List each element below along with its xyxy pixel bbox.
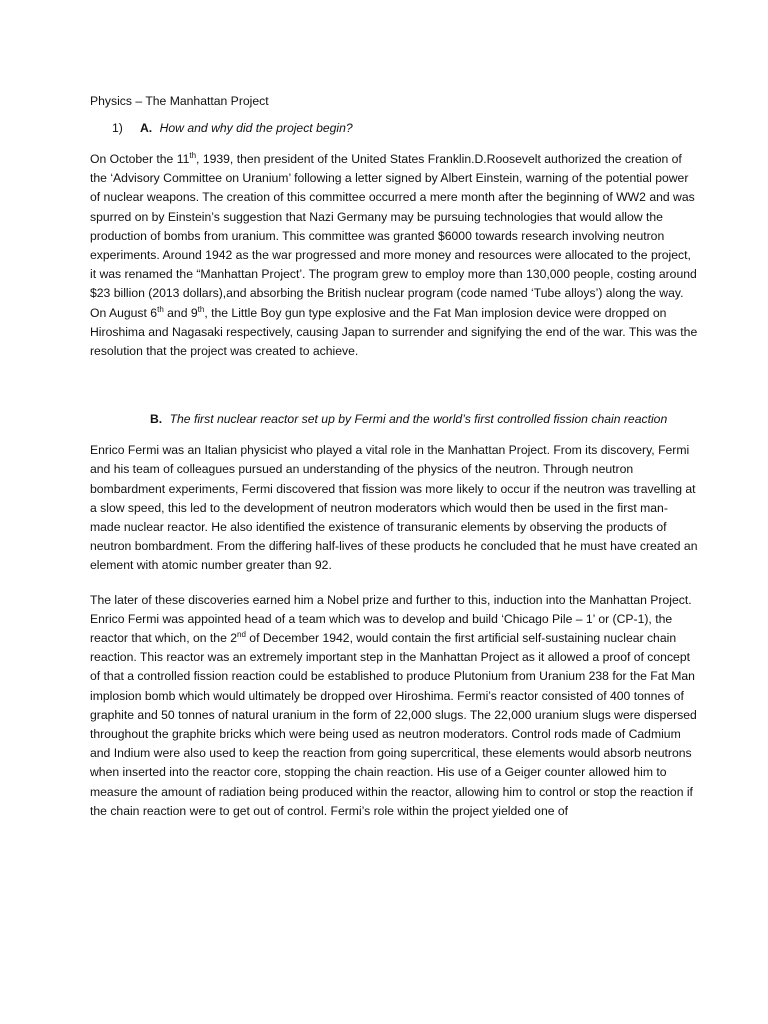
paragraph-b2 xyxy=(90,591,698,821)
text-run: The later of these discoveries earned him a Nobel prize and further to this, induction into the Manhattan Project. Enrico Fermi was appointed head of a team which was to develop and build ‘Chicago Pile – 1’ or (CP-1), the reactor that which, on the 2 xyxy=(90,592,692,646)
superscript: th xyxy=(197,304,205,314)
question-letter: A. xyxy=(140,121,153,135)
text-run: of December 1942, would contain the first artificial self-sustaining nuclear chain reaction. This reactor was an extremely important step in the Manhattan Project as it allowed a proof of concept of that a controlled fission reaction could be established to produce Plutonium from Uranium 238 for the Fat Man implosion bomb which would ultimately be dropped over Hiroshima. Fermi’s reactor consisted of 400 tonnes of graphite and 50 tonnes of natural uranium in the form of 22,000 slugs. The 22,000 uranium slugs were dispersed throughout the graphite bricks which were being used as neutron moderators. Control rods made of Cadmium and Indium were also used to keep the reaction from going supercritical, these elements would absorb neutrons when inserted into the reactor core, stopping the chain reaction. His use of a Geiger counter allowed him to measure the amount of radiation being produced within the reactor, allowing him to control or stop the reaction if the chain reaction were to get out of control. Fermi’s role within the project yielded one of xyxy=(90,631,697,818)
question-text: How and why did the project begin? xyxy=(159,121,353,135)
superscript: nd xyxy=(237,630,246,639)
text-run: and 9 xyxy=(163,305,198,320)
superscript: th xyxy=(157,304,164,314)
document-title: Physics – The Manhattan Project xyxy=(90,94,269,108)
text-run: , 1939, then president of the United States Franklin.D.Roosevelt authorized the creation of the ‘Advisory Committee on Uranium’ following a letter signed by Albert Einstein, warning of the potential power of nuclear weapons. The creation of this committee occurred a mere month after the beginning of WW2 and was spurred on by Einstein’s suggestion that Nazi Germany may be pursuing technologies that would allow the production of bombs from uranium. This committee was granted $6000 towards research involving neutron experiments. Around 1942 as the war progressed and more money and resources were allocated to the project, it was renamed the “Manhattan Project’. The program grew to employ more than 130,000 people, costing around $23 billion (2013 dollars),and absorbing the British nuclear program (code named ‘Tube alloys’) along the way. On August 6 xyxy=(90,152,697,320)
superscript: th xyxy=(189,150,197,160)
question-text: The first nuclear reactor set up by Fermi and the world’s first controlled fission chain reaction xyxy=(169,412,668,427)
spacer xyxy=(90,376,698,404)
question-b xyxy=(90,410,698,429)
text-run: , the Little Boy gun type explosive and the Fat Man implosion device were dropped on Hiroshima and Nagasaki respectively, causing Japan to surrender and signifying the end of the war. This was the resolution that the project was created to achieve. xyxy=(90,305,698,359)
question-letter: B. xyxy=(150,412,163,427)
list-number: 1) xyxy=(112,121,123,135)
text-run: On October the 11 xyxy=(90,152,190,166)
paragraph-a1 xyxy=(90,150,698,361)
paragraph-b1: Enrico Fermi was an Italian physicist who played a vital role in the Manhattan Project. From its discovery, Fermi and his team of colleagues pursued an understanding of the physics of the neutron. Through neutron bombardment experiments, Fermi discovered that fission was more likely to occur if the neutron was travelling at a slow speed, this led to the development of neutron moderators which would then be used in the first man-made nuclear reactor. He also identified the existence of transuranic elements by observing the products of neutron bombardment. From the differing half-lives of these products he concluded that he must have created an element with atomic number greater than 92. xyxy=(90,443,698,573)
question-a xyxy=(90,119,698,138)
